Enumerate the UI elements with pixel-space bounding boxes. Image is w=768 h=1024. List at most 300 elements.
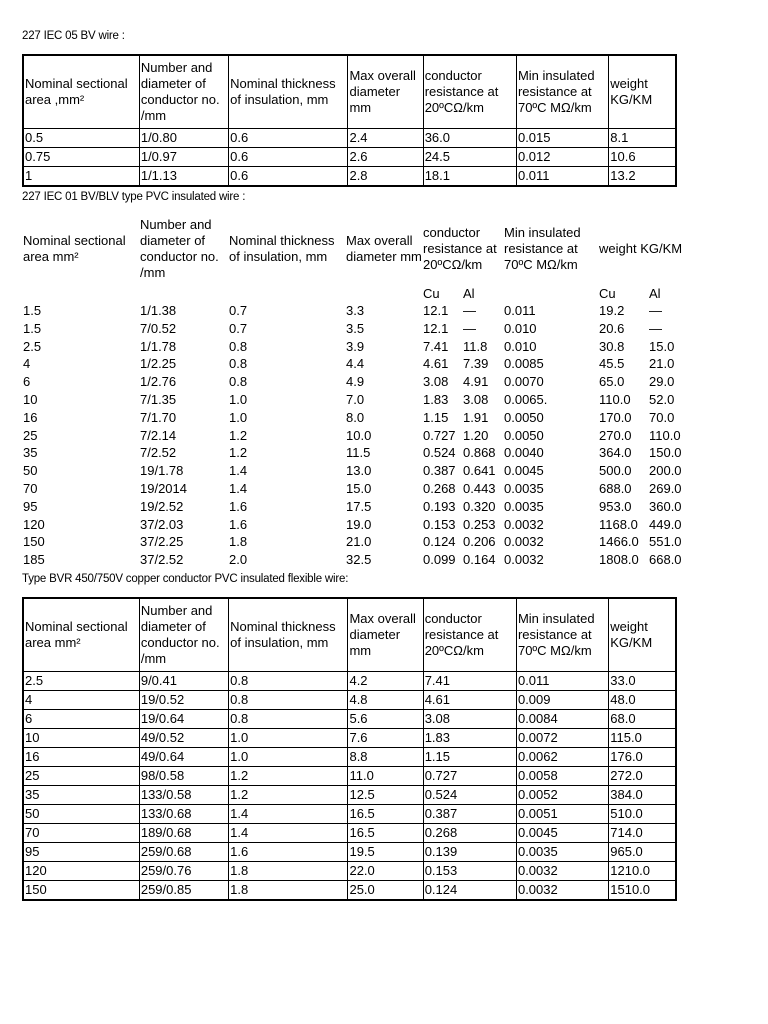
table-cell: 19/1.78 bbox=[140, 463, 184, 479]
table-cell: 3.08 bbox=[423, 709, 516, 728]
bvr-wire-table bbox=[22, 597, 677, 901]
table-cell: 0.8 bbox=[229, 338, 248, 354]
table-cell: 0.0051 bbox=[516, 804, 608, 823]
table-cell: 133/0.58 bbox=[139, 785, 228, 804]
table-cell: 1510.0 bbox=[609, 880, 676, 900]
table-cell: 29.0 bbox=[649, 374, 675, 390]
table-row bbox=[22, 338, 692, 356]
table-cell: 19/0.64 bbox=[139, 709, 228, 728]
table-cell: 120 bbox=[23, 861, 139, 880]
table-cell: 0.0045 bbox=[516, 823, 608, 842]
table-cell: 8.1 bbox=[609, 128, 676, 147]
header-nominal-area: Nominal sectional area ,mm² bbox=[23, 55, 139, 128]
table-cell: 11.5 bbox=[346, 445, 371, 461]
table-row bbox=[22, 391, 692, 409]
table-cell: 0.0058 bbox=[516, 766, 608, 785]
table-cell: 95 bbox=[23, 842, 139, 861]
table-cell: 2.5 bbox=[23, 671, 139, 690]
table-cell: 12.5 bbox=[348, 785, 423, 804]
table-cell: 4 bbox=[23, 356, 31, 372]
table-cell: 1.8 bbox=[229, 534, 248, 550]
table-cell: 1.5 bbox=[23, 303, 42, 318]
table-row bbox=[23, 690, 676, 709]
table-cell: 1/0.80 bbox=[139, 128, 228, 147]
table-cell: 7/1.35 bbox=[140, 391, 177, 407]
table-cell: 668.0 bbox=[649, 552, 682, 568]
table-cell: 11.0 bbox=[348, 766, 423, 785]
table-cell: 8.0 bbox=[346, 409, 365, 425]
table-cell: — bbox=[649, 303, 662, 318]
table-cell: 360.0 bbox=[649, 498, 682, 514]
table-cell: 150 bbox=[23, 534, 45, 550]
table-row bbox=[23, 880, 676, 900]
table-cell: 22.0 bbox=[348, 861, 423, 880]
header-conductor-number-diameter: Number and diameter of conductor no. /mm bbox=[139, 598, 228, 671]
subheader-resistance-cu: Cu bbox=[423, 286, 440, 301]
table-cell: 0.253 bbox=[463, 516, 496, 532]
table-cell: 0.0070 bbox=[504, 374, 544, 390]
table-cell: 95 bbox=[23, 498, 38, 514]
table-cell: 0.868 bbox=[463, 445, 496, 461]
table-row bbox=[23, 128, 676, 147]
table-cell: 0.320 bbox=[463, 498, 496, 514]
table-cell: 1.91 bbox=[463, 409, 489, 425]
table-cell: 270.0 bbox=[599, 427, 632, 443]
header-conductor-number-diameter: Number and diameter of conductor no. /mm bbox=[140, 217, 219, 280]
table-cell: 272.0 bbox=[609, 766, 676, 785]
table-cell: 0.8 bbox=[229, 709, 348, 728]
subheader-weight-al: Al bbox=[649, 286, 661, 301]
table-cell: 50 bbox=[23, 804, 139, 823]
table-cell: 688.0 bbox=[599, 480, 632, 496]
table-cell: 0.011 bbox=[504, 303, 536, 318]
table-row bbox=[23, 166, 676, 186]
table-cell: 9/0.41 bbox=[139, 671, 228, 690]
table-cell: 16 bbox=[23, 747, 139, 766]
table-row bbox=[23, 785, 676, 804]
table-cell: 0.387 bbox=[423, 804, 516, 823]
table-header-row bbox=[23, 55, 676, 128]
table-cell: 0.0040 bbox=[504, 445, 544, 461]
table-cell: 0.0072 bbox=[516, 728, 608, 747]
table-cell: 0.0035 bbox=[504, 480, 544, 496]
table-cell: 3.9 bbox=[346, 338, 365, 354]
table-cell: 1.15 bbox=[423, 409, 449, 425]
table-cell: 70.0 bbox=[649, 409, 675, 425]
table-cell: 10.6 bbox=[609, 147, 676, 166]
table-cell: 0.124 bbox=[423, 534, 456, 550]
table-cell: 1.8 bbox=[229, 861, 348, 880]
table-cell: 449.0 bbox=[649, 516, 682, 532]
table-cell: 0.0045 bbox=[504, 463, 544, 479]
table-row bbox=[22, 302, 692, 320]
table-cell: 3.08 bbox=[463, 391, 489, 407]
table-cell: 0.0032 bbox=[516, 861, 608, 880]
table-cell: 0.124 bbox=[423, 880, 516, 900]
header-insulated-resistance: Min insulated resistance at 70ºC MΩ/km bbox=[516, 598, 608, 671]
table-cell: 0.75 bbox=[23, 147, 139, 166]
table-cell: 0.268 bbox=[423, 823, 516, 842]
table-cell: 30.8 bbox=[599, 338, 625, 354]
header-max-overall-diameter: Max overall diameter mm bbox=[348, 598, 423, 671]
subheader-weight-cu: Cu bbox=[599, 286, 616, 301]
table-row bbox=[22, 462, 692, 480]
table-cell: 36.0 bbox=[423, 128, 516, 147]
table-cell: 1.2 bbox=[229, 766, 348, 785]
header-nominal-area: Nominal sectional area mm² bbox=[23, 598, 139, 671]
table-cell: 170.0 bbox=[599, 409, 632, 425]
table-cell: 1.4 bbox=[229, 463, 248, 479]
table-cell: 1.5 bbox=[23, 320, 42, 336]
table-header-row bbox=[22, 212, 692, 286]
table-cell: 0.0085 bbox=[504, 356, 544, 372]
table-cell: 0.009 bbox=[516, 690, 608, 709]
table-cell: 0.0084 bbox=[516, 709, 608, 728]
table-cell: 0.0032 bbox=[504, 534, 544, 550]
table-cell: 19.0 bbox=[346, 516, 372, 532]
table-cell: 0.5 bbox=[23, 128, 139, 147]
table-cell: 7/2.14 bbox=[140, 427, 177, 443]
bv-blv-wire-table bbox=[22, 212, 692, 569]
table-cell: 13.2 bbox=[609, 166, 676, 186]
table-cell: 0.641 bbox=[463, 463, 496, 479]
table-cell: 35 bbox=[23, 445, 38, 461]
table-cell: 25.0 bbox=[348, 880, 423, 900]
table-cell: 0.010 bbox=[504, 338, 537, 354]
table-cell: 1.6 bbox=[229, 516, 248, 532]
table-cell: — bbox=[649, 320, 662, 336]
table-row bbox=[22, 427, 692, 445]
table-cell: 0.099 bbox=[423, 552, 456, 568]
table-row bbox=[23, 147, 676, 166]
table-cell: 0.8 bbox=[229, 690, 348, 709]
table-cell: 0.0032 bbox=[504, 516, 544, 532]
table-cell: 25 bbox=[23, 427, 38, 443]
table-row bbox=[23, 804, 676, 823]
table-cell: 0.7 bbox=[229, 303, 248, 318]
section-caption-bv-blv-wire: 227 IEC 01 BV/BLV type PVC insulated wire : bbox=[22, 191, 246, 203]
table-cell: 200.0 bbox=[649, 463, 682, 479]
table-cell: 1.2 bbox=[229, 427, 248, 443]
table-cell: 0.011 bbox=[516, 166, 608, 186]
table-row bbox=[22, 320, 692, 338]
table-cell: 115.0 bbox=[609, 728, 676, 747]
table-cell: 7.6 bbox=[348, 728, 423, 747]
header-weight: weight KG/KM bbox=[599, 241, 683, 256]
table-cell: 4 bbox=[23, 690, 139, 709]
header-nominal-area: Nominal sectional area mm² bbox=[23, 233, 126, 264]
table-cell: 98/0.58 bbox=[139, 766, 228, 785]
table-cell: 4.61 bbox=[423, 356, 449, 372]
table-cell: 4.8 bbox=[348, 690, 423, 709]
table-cell: 49/0.64 bbox=[139, 747, 228, 766]
table-cell: 1/0.97 bbox=[139, 147, 228, 166]
header-max-overall-diameter: Max overall diameter mm bbox=[346, 233, 422, 264]
table-cell: 1.8 bbox=[229, 880, 348, 900]
table-cell: 0.0035 bbox=[504, 498, 544, 514]
table-cell: 1.20 bbox=[463, 427, 489, 443]
table-cell: 510.0 bbox=[609, 804, 676, 823]
table-cell: 953.0 bbox=[599, 498, 632, 514]
section-caption-bvr-wire: Type BVR 450/750V copper conductor PVC insulated flexible wire: bbox=[22, 573, 349, 585]
table-cell: 0.8 bbox=[229, 374, 248, 390]
header-conductor-resistance: conductor resistance at 20ºCΩ/km bbox=[423, 598, 516, 671]
table-cell: 10.0 bbox=[346, 427, 372, 443]
table-row bbox=[22, 533, 692, 551]
table-cell: 37/2.52 bbox=[140, 552, 184, 568]
table-cell: 52.0 bbox=[649, 391, 675, 407]
table-cell: 1.6 bbox=[229, 498, 248, 514]
header-weight: weight KG/KM bbox=[609, 55, 676, 128]
table-cell: 500.0 bbox=[599, 463, 632, 479]
table-cell: — bbox=[463, 303, 476, 318]
table-cell: 1.0 bbox=[229, 728, 348, 747]
table-cell: 19/2014 bbox=[140, 480, 187, 496]
table-row bbox=[23, 766, 676, 785]
table-cell: 0.8 bbox=[229, 356, 248, 372]
table-cell: 189/0.68 bbox=[139, 823, 228, 842]
table-cell: 0.0032 bbox=[516, 880, 608, 900]
table-cell: 7.0 bbox=[346, 391, 365, 407]
table-cell: 965.0 bbox=[609, 842, 676, 861]
table-cell: 0.6 bbox=[229, 166, 348, 186]
table-cell: 7/2.52 bbox=[140, 445, 177, 461]
table-cell: 0.268 bbox=[423, 480, 456, 496]
table-cell: 1808.0 bbox=[599, 552, 639, 568]
table-cell: 4.2 bbox=[348, 671, 423, 690]
table-cell: 7.41 bbox=[423, 338, 449, 354]
table-cell: 0.524 bbox=[423, 785, 516, 804]
table-cell: 1.83 bbox=[423, 391, 449, 407]
table-cell: 1 bbox=[23, 166, 139, 186]
table-row bbox=[23, 823, 676, 842]
table-cell: 8.8 bbox=[348, 747, 423, 766]
table-row bbox=[22, 444, 692, 462]
table-cell: 32.5 bbox=[346, 552, 372, 568]
header-insulation-thickness: Nominal thickness of insulation, mm bbox=[229, 598, 348, 671]
table-cell: 0.6 bbox=[229, 128, 348, 147]
table-cell: 13.0 bbox=[346, 463, 372, 479]
table-row bbox=[23, 671, 676, 690]
section-caption-bv-wire: 227 IEC 05 BV wire : bbox=[22, 30, 125, 42]
table-cell: 7.41 bbox=[423, 671, 516, 690]
table-cell: 1/1.78 bbox=[140, 338, 177, 354]
subheader-resistance-al: Al bbox=[463, 286, 475, 301]
table-cell: 7/0.52 bbox=[140, 320, 177, 336]
table-cell: 16.5 bbox=[348, 804, 423, 823]
table-cell: 68.0 bbox=[609, 709, 676, 728]
table-cell: 17.5 bbox=[346, 498, 372, 514]
table-cell: 110.0 bbox=[649, 427, 681, 443]
header-conductor-number-diameter: Number and diameter of conductor no. /mm bbox=[139, 55, 228, 128]
table-cell: 6 bbox=[23, 374, 31, 390]
table-cell: 259/0.68 bbox=[139, 842, 228, 861]
table-cell: 364.0 bbox=[599, 445, 632, 461]
header-insulation-thickness: Nominal thickness of insulation, mm bbox=[229, 55, 348, 128]
table-cell: 3.08 bbox=[423, 374, 449, 390]
table-cell: 0.524 bbox=[423, 445, 456, 461]
table-cell: 21.0 bbox=[346, 534, 372, 550]
table-row bbox=[23, 842, 676, 861]
table-cell: 0.015 bbox=[516, 128, 608, 147]
table-cell: 21.0 bbox=[649, 356, 675, 372]
table-cell: 4.4 bbox=[346, 356, 365, 372]
table-cell: 70 bbox=[23, 823, 139, 842]
table-cell: 11.8 bbox=[463, 338, 488, 354]
table-cell: 2.5 bbox=[23, 338, 42, 354]
table-cell: — bbox=[463, 320, 476, 336]
table-cell: 25 bbox=[23, 766, 139, 785]
table-cell: 0.010 bbox=[504, 320, 537, 336]
table-row bbox=[23, 861, 676, 880]
table-cell: 1.2 bbox=[229, 785, 348, 804]
table-cell: 110.0 bbox=[599, 391, 631, 407]
table-cell: 0.727 bbox=[423, 766, 516, 785]
table-cell: 0.139 bbox=[423, 842, 516, 861]
table-cell: 0.7 bbox=[229, 320, 248, 336]
table-cell: 19.5 bbox=[348, 842, 423, 861]
table-cell: 18.1 bbox=[423, 166, 516, 186]
table-cell: 714.0 bbox=[609, 823, 676, 842]
table-cell: 2.0 bbox=[229, 552, 248, 568]
table-cell: 33.0 bbox=[609, 671, 676, 690]
header-weight: weight KG/KM bbox=[609, 598, 676, 671]
table-cell: 49/0.52 bbox=[139, 728, 228, 747]
table-cell: 65.0 bbox=[599, 374, 625, 390]
table-cell: 150.0 bbox=[649, 445, 682, 461]
table-cell: 0.387 bbox=[423, 463, 456, 479]
table-cell: 12.1 bbox=[423, 303, 449, 318]
header-conductor-resistance: conductor resistance at 20ºCΩ/km bbox=[423, 225, 497, 272]
table-row bbox=[22, 480, 692, 498]
table-cell: 0.153 bbox=[423, 861, 516, 880]
table-cell: 0.0032 bbox=[504, 552, 544, 568]
table-cell: 7/1.70 bbox=[140, 409, 177, 425]
header-insulation-thickness: Nominal thickness of insulation, mm bbox=[229, 233, 335, 264]
table-cell: 37/2.25 bbox=[140, 534, 184, 550]
table-cell: 12.1 bbox=[423, 320, 449, 336]
table-cell: 0.0050 bbox=[504, 409, 544, 425]
table-cell: 10 bbox=[23, 391, 38, 407]
table-cell: 1.2 bbox=[229, 445, 248, 461]
table-cell: 551.0 bbox=[649, 534, 682, 550]
table-cell: 0.0052 bbox=[516, 785, 608, 804]
table-cell: 0.011 bbox=[516, 671, 608, 690]
table-cell: 1210.0 bbox=[609, 861, 676, 880]
table-cell: 0.0065. bbox=[504, 391, 548, 407]
table-cell: 1/1.13 bbox=[139, 166, 228, 186]
table-cell: 19/0.52 bbox=[139, 690, 228, 709]
table-cell: 0.164 bbox=[463, 552, 496, 568]
table-cell: 1.0 bbox=[229, 391, 248, 407]
table-cell: 0.206 bbox=[463, 534, 496, 550]
table-cell: 269.0 bbox=[649, 480, 682, 496]
table-cell: 48.0 bbox=[609, 690, 676, 709]
table-cell: 0.193 bbox=[423, 498, 456, 514]
bv-wire-table bbox=[22, 54, 677, 187]
table-cell: 6 bbox=[23, 709, 139, 728]
table-subheader-row bbox=[22, 286, 692, 302]
table-cell: 24.5 bbox=[423, 147, 516, 166]
table-cell: 0.443 bbox=[463, 480, 496, 496]
table-cell: 150 bbox=[23, 880, 139, 900]
table-cell: 19.2 bbox=[599, 303, 625, 318]
table-row bbox=[22, 516, 692, 534]
table-cell: 185 bbox=[23, 552, 45, 568]
table-cell: 0.0050 bbox=[504, 427, 544, 443]
header-insulated-resistance: Min insulated resistance at 70ºC MΩ/km bbox=[504, 225, 581, 272]
table-cell: 1.0 bbox=[229, 409, 248, 425]
table-cell: 1.4 bbox=[229, 823, 348, 842]
table-cell: 1/2.25 bbox=[140, 356, 177, 372]
table-cell: 1/2.76 bbox=[140, 374, 177, 390]
header-insulated-resistance: Min insulated resistance at 70ºC MΩ/km bbox=[516, 55, 608, 128]
table-cell: 1.6 bbox=[229, 842, 348, 861]
table-cell: 0.8 bbox=[229, 671, 348, 690]
table-cell: 1.0 bbox=[229, 747, 348, 766]
table-row bbox=[22, 355, 692, 373]
table-cell: 0.6 bbox=[229, 147, 348, 166]
table-row bbox=[23, 709, 676, 728]
table-cell: 37/2.03 bbox=[140, 516, 184, 532]
table-cell: 10 bbox=[23, 728, 139, 747]
table-cell: 16 bbox=[23, 409, 38, 425]
table-cell: 0.012 bbox=[516, 147, 608, 166]
table-row bbox=[23, 728, 676, 747]
table-cell: 176.0 bbox=[609, 747, 676, 766]
table-row bbox=[22, 551, 692, 569]
table-cell: 5.6 bbox=[348, 709, 423, 728]
table-cell: 45.5 bbox=[599, 356, 625, 372]
table-cell: 1466.0 bbox=[599, 534, 639, 550]
table-cell: 2.8 bbox=[348, 166, 423, 186]
table-cell: 2.6 bbox=[348, 147, 423, 166]
table-cell: 1.4 bbox=[229, 804, 348, 823]
table-row bbox=[22, 409, 692, 427]
table-cell: 16.5 bbox=[348, 823, 423, 842]
header-max-overall-diameter: Max overall diameter mm bbox=[348, 55, 423, 128]
table-cell: 4.91 bbox=[463, 374, 489, 390]
table-cell: 0.153 bbox=[423, 516, 456, 532]
table-row bbox=[22, 373, 692, 391]
table-cell: 133/0.68 bbox=[139, 804, 228, 823]
table-cell: 70 bbox=[23, 480, 38, 496]
table-row bbox=[23, 747, 676, 766]
table-header-row bbox=[23, 598, 676, 671]
table-cell: 19/2.52 bbox=[140, 498, 184, 514]
table-cell: 15.0 bbox=[346, 480, 372, 496]
table-cell: 2.4 bbox=[348, 128, 423, 147]
table-cell: 3.3 bbox=[346, 303, 365, 318]
table-cell: 259/0.76 bbox=[139, 861, 228, 880]
table-cell: 0.0035 bbox=[516, 842, 608, 861]
header-conductor-resistance: conductor resistance at 20ºCΩ/km bbox=[423, 55, 516, 128]
table-cell: 1.83 bbox=[423, 728, 516, 747]
table-cell: 15.0 bbox=[649, 338, 675, 354]
table-cell: 7.39 bbox=[463, 356, 489, 372]
table-cell: 20.6 bbox=[599, 320, 625, 336]
table-cell: 3.5 bbox=[346, 320, 365, 336]
table-cell: 4.61 bbox=[423, 690, 516, 709]
table-cell: 1.4 bbox=[229, 480, 248, 496]
table-cell: 384.0 bbox=[609, 785, 676, 804]
table-cell: 1168.0 bbox=[599, 516, 638, 532]
table-row bbox=[22, 498, 692, 516]
table-cell: 0.0062 bbox=[516, 747, 608, 766]
table-cell: 4.9 bbox=[346, 374, 365, 390]
table-cell: 35 bbox=[23, 785, 139, 804]
table-cell: 120 bbox=[23, 516, 45, 532]
